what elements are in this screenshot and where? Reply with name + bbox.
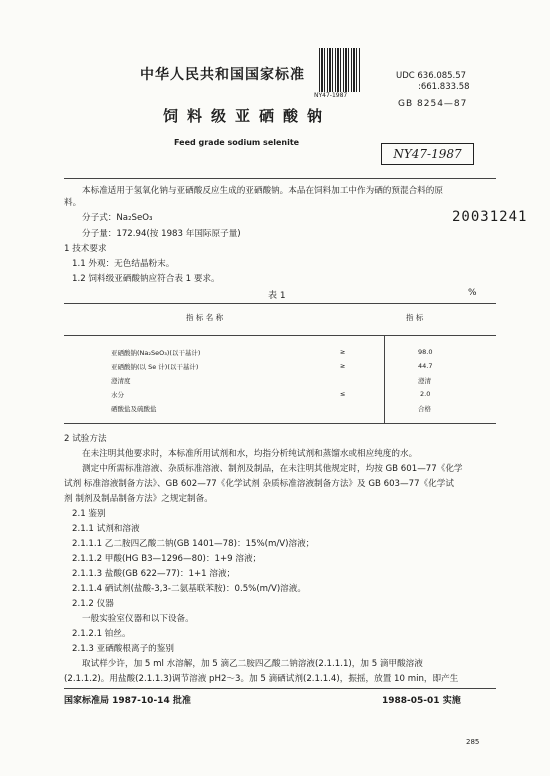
header-divider	[64, 178, 496, 179]
molecular-formula: 分子式：Na₂SeO₃	[82, 213, 153, 223]
table-row-symbol: ≥	[340, 362, 346, 370]
section-2-1-1: 2.1.1 试剂和溶液	[72, 524, 140, 534]
table-row-name: 水分	[111, 391, 124, 399]
table-row-name: 亚硒酸钠(Na₂SeO₃)(以干基计)	[111, 349, 201, 357]
table-header-name: 指 标 名 称	[186, 313, 224, 322]
table-row-value: 44.7	[418, 362, 433, 370]
section-2-1-2-1: 2.1.2.1 铂丝。	[72, 629, 131, 639]
scope-paragraph: 本标准适用于氢氧化钠与亚硒酸反应生成的亚硒酸钠。本品在饲料加工中作为硒的预混合料的原	[82, 186, 443, 196]
section-2-1-1-1: 2.1.1.1 乙二胺四乙酸二钠(GB 1401—78)：15%(m/V)溶液；	[72, 539, 315, 549]
section-2-1-3-paragraph: 取试样少许，加 5 ml 水溶解，加 5 滴乙二胺四乙酸二钠溶液(2.1.1.1)，加 5 滴甲酸溶液	[82, 659, 423, 669]
approval-date: 国家标准局 1987-10-14 批准	[64, 696, 191, 706]
section-2-paragraph-2-end: 剂 制剂及制品制备方法》之规定制备。	[64, 494, 213, 504]
page-number: 285	[466, 738, 480, 746]
document-title: 饲料级亚硒酸钠	[163, 107, 332, 125]
table-row-name: 亚硒酸钠(以 Se 计)(以干基计)	[111, 363, 199, 371]
table-row-value: 2.0	[420, 390, 431, 398]
section-2-1-3: 2.1.3 亚硒酸根离子的鉴别	[72, 644, 174, 654]
table-row-symbol: ≤	[340, 390, 346, 398]
gb-number: GB 8254—87	[398, 99, 468, 109]
section-2-paragraph-2-cont: 试剂 标准溶液制备方法》、GB 602—77《化学试剂 杂质标准溶液制备方法》及 GB 603—77《化学试	[64, 479, 454, 489]
section-2-paragraph-2: 测定中所需标准溶液、杂质标准溶液、制剂及制品，在未注明其他规定时，均按 GB 601—77《化学	[82, 464, 463, 474]
udc-code-line2: :661.833.58	[418, 82, 470, 92]
footer-divider	[64, 688, 496, 689]
section-1-1: 1.1 外观：无色结晶粉末。	[72, 259, 175, 269]
section-1-2: 1.2 饲料级亚硒酸钠应符合表 1 要求。	[72, 274, 220, 284]
udc-code-line1: UDC 636.085.57	[396, 71, 467, 81]
barcode-image	[319, 48, 361, 92]
table-top-rule	[64, 303, 496, 304]
section-2-1-1-4: 2.1.1.4 硒试剂(盐酸-3,3-二氨基联苯胺)：0.5%(m/V)溶液。	[72, 584, 306, 594]
effective-date: 1988-05-01 实施	[382, 696, 461, 706]
section-2-1-2: 2.1.2 仪器	[72, 599, 114, 609]
section-1-heading: 1 技术要求	[64, 244, 107, 254]
section-2-paragraph-1: 在未注明其他要求时，本标准所用试剂和水，均指分析纯试剂和蒸馏水或相应纯度的水。	[82, 449, 418, 459]
section-2-1: 2.1 鉴别	[72, 509, 106, 519]
table-row-name: 澄清度	[111, 377, 131, 385]
table-unit: %	[468, 288, 477, 298]
table-column-divider	[384, 335, 385, 423]
table-header-rule	[64, 335, 496, 336]
section-2-heading: 2 试验方法	[64, 434, 107, 444]
handwritten-code-box: NY47-1987	[381, 143, 474, 165]
table-caption: 表 1	[268, 291, 286, 301]
scope-paragraph-cont: 料。	[64, 198, 82, 208]
english-title: Feed grade sodium selenite	[174, 138, 300, 147]
table-header-value: 指 标	[406, 313, 424, 322]
barcode-label: NY47-1987	[314, 92, 348, 99]
section-2-1-3-paragraph-cont: (2.1.1.2)。用盐酸(2.1.1.3)调节溶液 pH2～3。加 5 滴硒试剂(2.1.1.4)，振摇，放置 10 min，即产生	[64, 674, 459, 684]
archive-stamp-number: 20031241	[452, 209, 528, 225]
standard-title: 中华人民共和国国家标准	[140, 67, 305, 83]
molecular-weight: 分子量：172.94(按 1983 年国际原子量)	[82, 229, 241, 239]
table-bottom-rule	[64, 423, 496, 424]
table-row-value: 合格	[418, 405, 431, 413]
section-2-1-1-3: 2.1.1.3 盐酸(GB 622—77)：1+1 溶液；	[72, 569, 236, 579]
table-row-name: 硒酸盐及硫酸盐	[111, 405, 157, 413]
table-row-value: 澄清	[418, 377, 431, 385]
section-2-1-1-2: 2.1.1.2 甲酸(HG B3—1296—80)：1+9 溶液；	[72, 554, 262, 564]
section-2-1-2-paragraph: 一般实验室仪器和以下设备。	[82, 614, 194, 624]
table-row-symbol: ≥	[340, 348, 346, 356]
table-row-value: 98.0	[418, 348, 433, 356]
